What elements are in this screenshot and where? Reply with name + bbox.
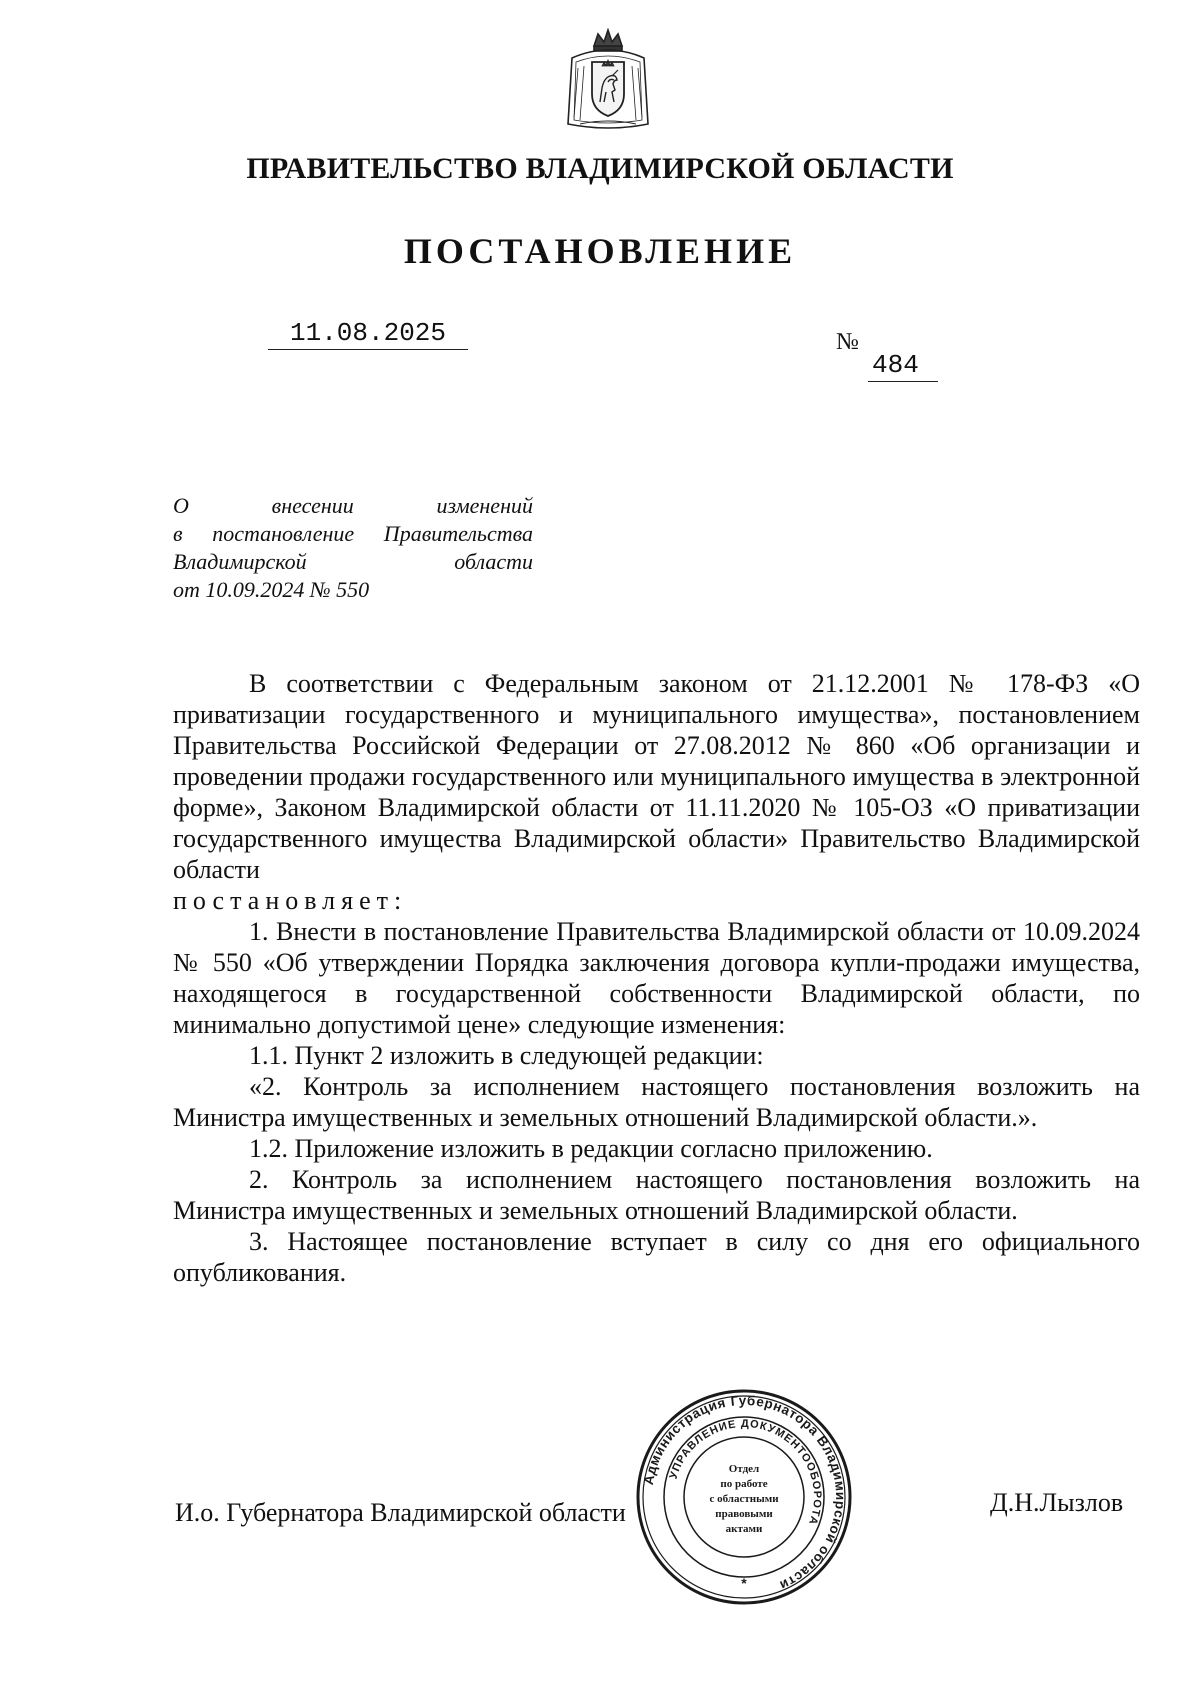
number-sign: № — [836, 329, 859, 355]
document-body — [173, 668, 1140, 1288]
document-number: 484 — [872, 350, 919, 380]
subject-line: в постановление Правительства — [173, 521, 533, 546]
document-date: 11.08.2025 — [289, 318, 447, 348]
item-1-2: 1.2. Приложение изложить в редакции согласно приложению. — [249, 1134, 933, 1163]
document-subject — [173, 492, 533, 604]
decree-word: постановляет: — [173, 886, 408, 915]
date-underline — [268, 349, 468, 350]
item-1-1: 1.1. Пункт 2 изложить в следующей редакции: — [249, 1041, 764, 1070]
coat-of-arms-icon — [560, 28, 656, 132]
signatory-name: Д.Н.Лызлов — [990, 1488, 1124, 1517]
stamp-center-line: Отдел — [728, 1463, 760, 1475]
item-3: 3. Настоящее постановление вступает в силу со дня его официального опубликования. — [173, 1227, 1140, 1287]
preamble-text: В соответствии с Федеральным законом от 21.12.2001 № 178-ФЗ «О приватизации государственного и муниципального имущества», постановлением Правительства Российской Федерации от 27.08.2012 № 860 «Об организации и проведении продажи государственного или муниципального имущества в электронной форме», Законом Владимирской области от 11.11.2020 № 105-ОЗ «О приватизации государственного имущества Владимирской области» Правительство Владимирской области — [173, 669, 1140, 884]
stamp-center-line: по работе — [720, 1478, 768, 1490]
stamp-center-line: с областными — [709, 1493, 779, 1505]
item-1-1-quote: «2. Контроль за исполнением настоящего постановления возложить на Министра имущественных и земельных отношений Владимирской области.». — [173, 1072, 1140, 1132]
signatory-title: И.о. Губернатора Владимирской области — [175, 1498, 626, 1527]
document-type-title: ПОСТАНОВЛЕНИЕ — [403, 231, 797, 271]
subject-line: от 10.09.2024 № 550 — [173, 577, 370, 602]
stamp-outer-text: Администрация Губернатора Владимирской области — [640, 1392, 849, 1594]
stamp-center-line: актами — [725, 1523, 763, 1535]
number-underline — [868, 381, 938, 382]
item-2: 2. Контроль за исполнением настоящего постановления возложить на Министра имущественных и земельных отношений Владимирской области. — [173, 1165, 1140, 1225]
stamp-center-line: правовыми — [715, 1508, 773, 1520]
subject-line: Владимирской области — [173, 549, 533, 574]
subject-line: О внесении изменений — [173, 493, 533, 518]
official-stamp — [635, 1388, 853, 1606]
stamp-star-icon: * — [741, 1575, 747, 1591]
preamble-paragraph — [173, 668, 1140, 916]
item-1: 1. Внести в постановление Правительства Владимирской области от 10.09.2024 № 550 «Об утверждении Порядка заключения договора купли-продажи имущества, находящегося в государственной собственности Владимирской области, по минимально допустимой цене» следующие изменения: — [173, 917, 1140, 1039]
organization-title: ПРАВИТЕЛЬСТВО ВЛАДИМИРСКОЙ ОБЛАСТИ — [246, 152, 954, 185]
stamp-inner-ring-text: УПРАВЛЕНИЕ ДОКУМЕНТООБОРОТА — [667, 1417, 824, 1527]
